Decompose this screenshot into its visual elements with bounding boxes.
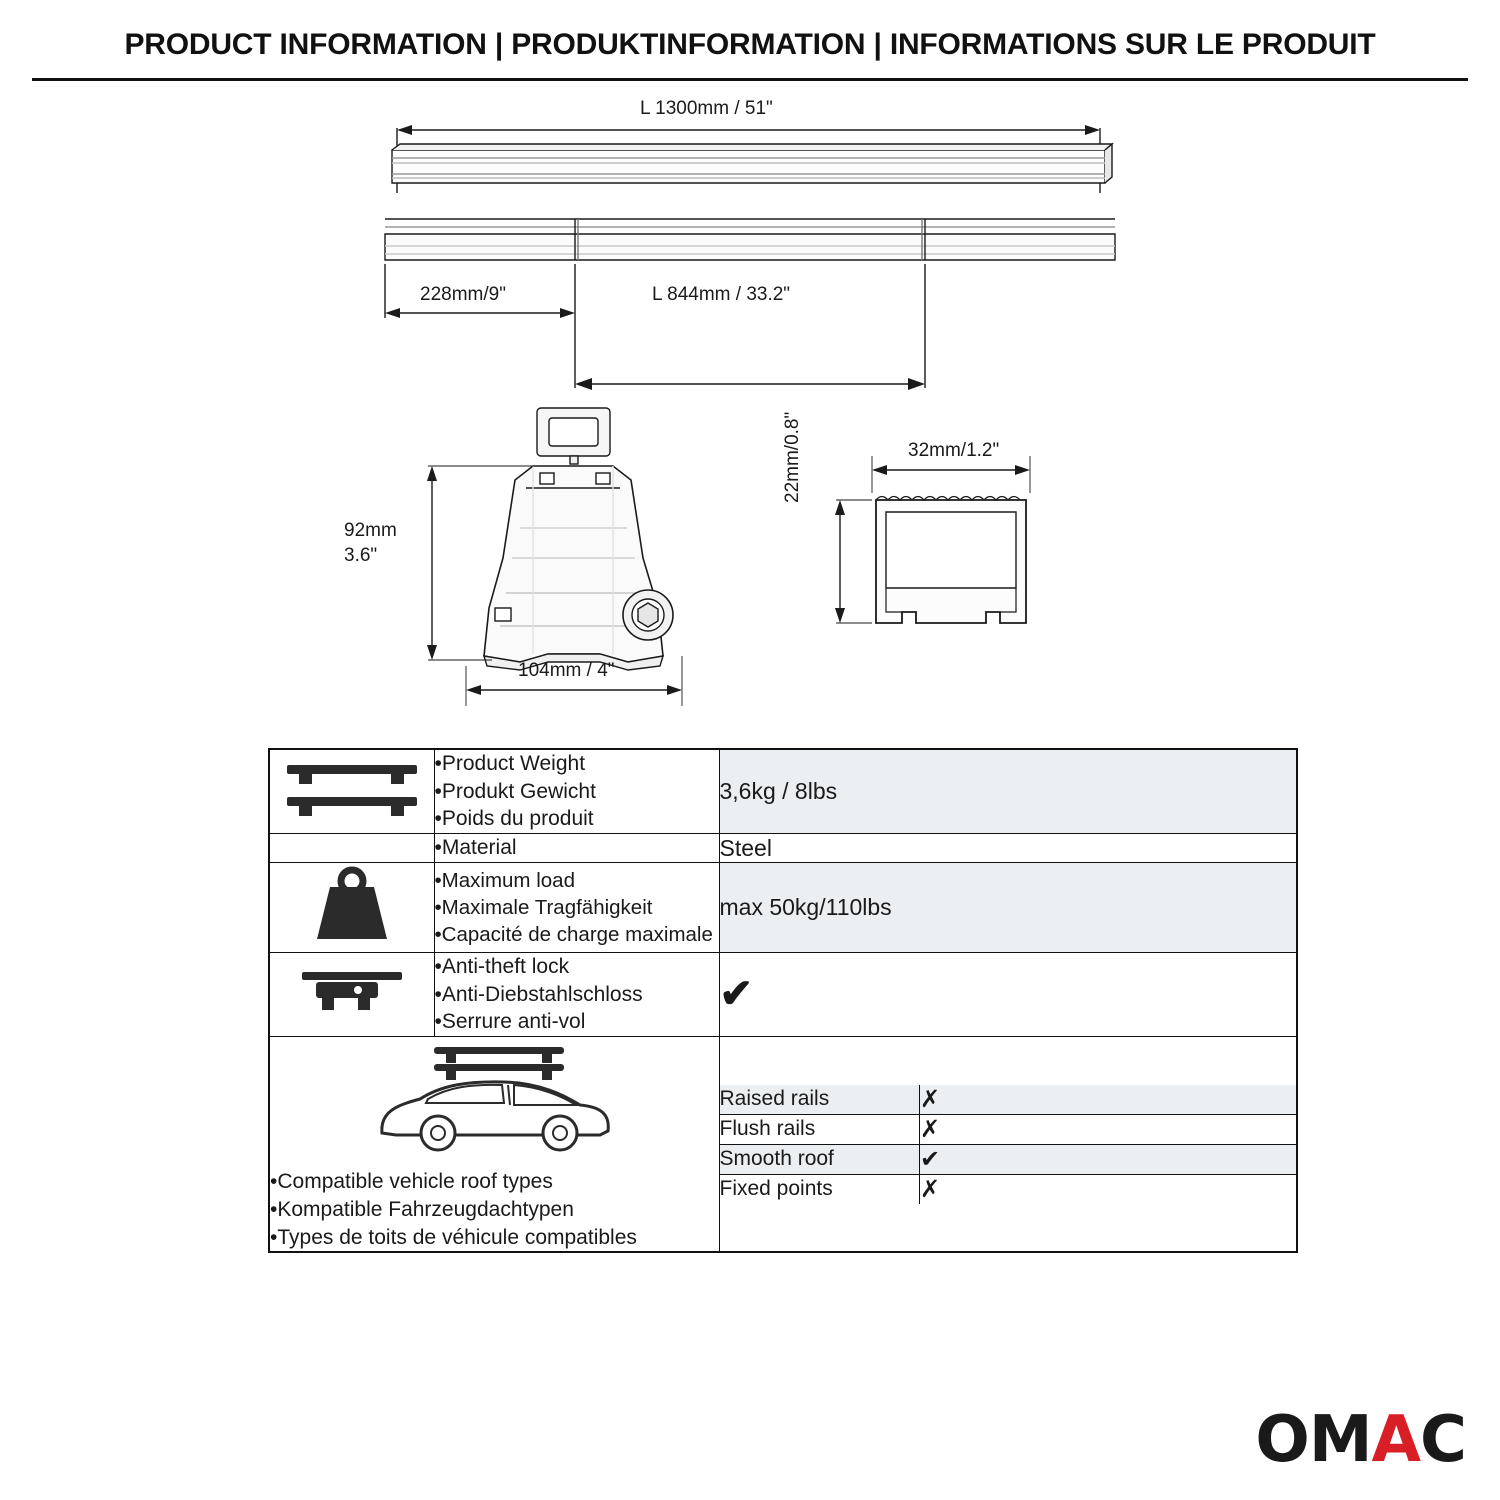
profile-height-label: 22mm/0.8" <box>782 411 803 503</box>
car-with-rack-icon <box>364 1037 624 1157</box>
roof-type-smooth-roof-label: Smooth roof <box>720 1144 920 1174</box>
weight-icon <box>269 862 434 952</box>
weight-label-de: •Produkt Gewicht <box>434 779 596 803</box>
compat-label-fr: •Types de toits de véhicule compatibles <box>270 1225 637 1249</box>
roof-type-smooth-roof-mark: ✔ <box>920 1144 1297 1174</box>
anti-theft-label-cell <box>434 952 719 1036</box>
roof-type-row <box>720 1085 1297 1115</box>
material-label-cell <box>434 834 719 863</box>
roof-type-flush-rails-label: Flush rails <box>720 1114 920 1144</box>
crossbars-icon-svg <box>277 753 427 825</box>
anti-theft-value: ✔ <box>719 952 1297 1036</box>
foot-height-label-mm: 92mm <box>344 520 397 541</box>
max-load-label-cell <box>434 862 719 952</box>
dimension-drawing <box>0 88 1500 738</box>
logo-letter-m: M <box>1308 1403 1372 1477</box>
weight-icon-svg <box>297 863 407 947</box>
roof-type-raised-rails-label: Raised rails <box>720 1085 920 1115</box>
foot-width-label: 104mm / 4" <box>518 660 615 681</box>
foot-height-label-in: 3.6" <box>344 545 378 566</box>
roof-type-fixed-points-label: Fixed points <box>720 1174 920 1204</box>
table-row-compatibility <box>269 1037 1297 1253</box>
weight-value: 3,6kg / 8lbs <box>719 749 1297 834</box>
table-row <box>269 862 1297 952</box>
table-row <box>269 834 1297 863</box>
weight-label-cell <box>434 749 719 834</box>
roof-type-row <box>720 1144 1297 1174</box>
anti-theft-label-en: •Anti-theft lock <box>434 954 570 978</box>
compat-label-de: •Kompatible Fahrzeugdachtypen <box>270 1198 574 1222</box>
max-load-label-de: •Maximale Tragfähigkeit <box>434 895 653 919</box>
end-offset-label: 228mm/9" <box>420 284 506 305</box>
logo-letter-a: A <box>1371 1403 1421 1477</box>
roof-type-row <box>720 1114 1297 1144</box>
max-load-value: max 50kg/110lbs <box>719 862 1297 952</box>
material-label: •Material <box>434 836 517 860</box>
roof-type-flush-rails-mark: ✗ <box>920 1114 1297 1144</box>
table-row <box>269 749 1297 834</box>
compatibility-label-cell <box>269 1037 719 1253</box>
roof-types-cell <box>719 1037 1297 1253</box>
compat-label-en: •Compatible vehicle roof types <box>270 1170 553 1194</box>
title-divider <box>32 78 1468 81</box>
material-value: Steel <box>719 834 1297 863</box>
max-load-label-fr: •Capacité de charge maximale <box>434 922 713 946</box>
inner-length-label: L 844mm / 33.2" <box>652 284 791 305</box>
omac-logo <box>1255 1403 1466 1477</box>
lock-icon <box>269 952 434 1036</box>
profile-width-label: 32mm/1.2" <box>908 440 1000 461</box>
anti-theft-label-de: •Anti-Diebstahlschloss <box>434 982 643 1006</box>
weight-label-en: •Product Weight <box>434 752 586 775</box>
roof-types-table <box>720 1085 1297 1204</box>
roof-type-raised-rails-mark: ✗ <box>920 1085 1297 1115</box>
lock-icon-svg <box>292 960 412 1024</box>
logo-letter-c: C <box>1420 1403 1466 1477</box>
page-title: PRODUCT INFORMATION | PRODUKTINFORMATION | INFORMATIONS SUR LE PRODUIT <box>124 28 1376 61</box>
roof-type-fixed-points-mark: ✗ <box>920 1174 1297 1204</box>
product-dimension-diagram <box>0 88 1500 738</box>
bar-length-label: L 1300mm / 51" <box>640 98 773 119</box>
table-row <box>269 952 1297 1036</box>
anti-theft-label-fr: •Serrure anti-vol <box>434 1010 586 1034</box>
crossbars-icon <box>269 749 434 834</box>
weight-label-fr: •Poids du produit <box>434 807 594 831</box>
max-load-label-en: •Maximum load <box>434 868 575 892</box>
material-icon-placeholder <box>269 834 434 863</box>
roof-type-row <box>720 1174 1297 1204</box>
product-spec-table <box>268 748 1298 1253</box>
logo-letter-o: O <box>1255 1403 1309 1477</box>
